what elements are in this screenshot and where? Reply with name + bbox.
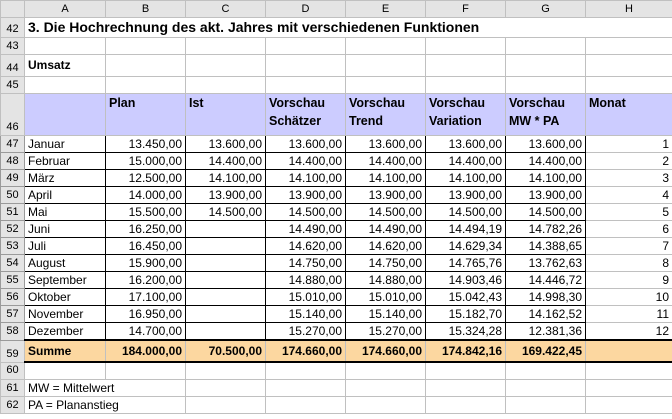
cell-trend[interactable]: 14.620,00 <box>346 238 426 255</box>
cell-schaetzer[interactable]: 15.140,00 <box>266 306 346 323</box>
cell-monat[interactable]: 9 <box>586 272 672 289</box>
cell-variation[interactable]: 13.600,00 <box>426 136 506 153</box>
column-header-e[interactable]: E <box>346 1 426 18</box>
cell-ist[interactable] <box>186 323 266 341</box>
row-header[interactable]: 62 <box>1 397 25 414</box>
cell-mw-pa[interactable]: 14.998,30 <box>506 289 586 306</box>
note-row <box>1 380 672 397</box>
cell[interactable] <box>506 397 586 414</box>
cell-monat[interactable]: 4 <box>586 187 672 204</box>
cell[interactable] <box>106 38 186 55</box>
column-header-c[interactable]: C <box>186 1 266 18</box>
summe-label[interactable]: Summe <box>25 340 106 362</box>
cell-month[interactable]: Juni <box>25 221 106 238</box>
cell[interactable] <box>106 77 186 94</box>
cell-monat[interactable]: 12 <box>586 323 672 341</box>
cell-plan[interactable]: 15.900,00 <box>106 255 186 272</box>
cell-ist[interactable] <box>186 272 266 289</box>
data-rows <box>1 136 672 341</box>
header-ist[interactable]: Ist <box>186 94 266 136</box>
cell-plan[interactable]: 16.200,00 <box>106 272 186 289</box>
header-vorschau-variation[interactable] <box>426 94 506 136</box>
cell-monat[interactable]: 10 <box>586 289 672 306</box>
note-row <box>1 397 672 414</box>
header-vorschau-schaetzer[interactable] <box>266 94 346 136</box>
summe-monat-cell[interactable] <box>586 340 672 362</box>
cell-variation[interactable]: 13.900,00 <box>426 187 506 204</box>
blank-row <box>1 77 672 94</box>
table-row <box>1 153 672 170</box>
summe-ist[interactable]: 70.500,00 <box>186 340 266 362</box>
cell-month[interactable]: März <box>25 170 106 187</box>
cell-variation[interactable]: 15.324,28 <box>426 323 506 341</box>
cell-ist[interactable]: 13.600,00 <box>186 136 266 153</box>
cell-schaetzer[interactable]: 14.500,00 <box>266 204 346 221</box>
cell[interactable] <box>506 380 586 397</box>
cell-trend[interactable]: 15.010,00 <box>346 289 426 306</box>
cell-month[interactable]: Juli <box>25 238 106 255</box>
cell-trend[interactable]: 14.880,00 <box>346 272 426 289</box>
cell-schaetzer[interactable]: 14.400,00 <box>266 153 346 170</box>
cell-monat[interactable]: 5 <box>586 204 672 221</box>
summe-trend[interactable]: 174.660,00 <box>346 340 426 362</box>
cell-monat[interactable]: 2 <box>586 153 672 170</box>
cell-schaetzer[interactable]: 15.010,00 <box>266 289 346 306</box>
cell[interactable] <box>186 380 266 397</box>
row-header[interactable]: 57 <box>1 306 25 323</box>
cell-schaetzer[interactable]: 14.750,00 <box>266 255 346 272</box>
cell[interactable] <box>426 77 506 94</box>
cell[interactable] <box>346 362 426 380</box>
cell-plan[interactable]: 17.100,00 <box>106 289 186 306</box>
table-header-row <box>1 94 672 136</box>
cell-plan[interactable]: 14.700,00 <box>106 323 186 341</box>
blank-row <box>1 38 672 55</box>
column-header-h[interactable]: H <box>586 1 672 18</box>
cell[interactable] <box>266 397 346 414</box>
header-line: Vorschau <box>429 96 486 110</box>
cell-month[interactable]: Oktober <box>25 289 106 306</box>
cell-monat[interactable]: 11 <box>586 306 672 323</box>
cell-trend[interactable]: 14.750,00 <box>346 255 426 272</box>
table-row <box>1 272 672 289</box>
cell-mw-pa[interactable]: 14.400,00 <box>506 153 586 170</box>
cell-mw-pa[interactable]: 13.762,63 <box>506 255 586 272</box>
row-header[interactable]: 52 <box>1 221 25 238</box>
table-row <box>1 323 672 341</box>
header-cell-month[interactable] <box>25 94 106 136</box>
cell-trend[interactable]: 15.270,00 <box>346 323 426 341</box>
cell-plan[interactable]: 15.000,00 <box>106 153 186 170</box>
cell-schaetzer[interactable]: 15.270,00 <box>266 323 346 341</box>
column-header-d[interactable]: D <box>266 1 346 18</box>
cell[interactable] <box>506 55 586 77</box>
cell[interactable] <box>426 397 506 414</box>
cell-trend[interactable]: 14.490,00 <box>346 221 426 238</box>
cell[interactable] <box>426 380 506 397</box>
cell[interactable] <box>266 55 346 77</box>
cell-trend[interactable]: 13.900,00 <box>346 187 426 204</box>
cell-variation[interactable]: 15.042,43 <box>426 289 506 306</box>
cell[interactable] <box>346 380 426 397</box>
cell[interactable] <box>426 55 506 77</box>
cell-mw-pa[interactable]: 14.782,26 <box>506 221 586 238</box>
row-header[interactable]: 47 <box>1 136 25 153</box>
table-row <box>1 255 672 272</box>
cell-variation[interactable]: 14.500,00 <box>426 204 506 221</box>
cell[interactable] <box>186 38 266 55</box>
cell-mw-pa[interactable]: 14.446,72 <box>506 272 586 289</box>
row-header[interactable]: 49 <box>1 170 25 187</box>
cell[interactable] <box>346 77 426 94</box>
cell[interactable] <box>506 38 586 55</box>
cell[interactable] <box>586 77 672 94</box>
umsatz-row <box>1 55 672 77</box>
cell[interactable] <box>25 38 106 55</box>
cell-mw-pa[interactable]: 14.162,52 <box>506 306 586 323</box>
cell-plan[interactable]: 15.500,00 <box>106 204 186 221</box>
cell-plan[interactable]: 13.450,00 <box>106 136 186 153</box>
cell-variation[interactable]: 14.400,00 <box>426 153 506 170</box>
column-header-a[interactable]: A <box>25 1 106 18</box>
row-header[interactable]: 61 <box>1 380 25 397</box>
cell-variation[interactable]: 14.494,19 <box>426 221 506 238</box>
header-vorschau-mw-pa[interactable] <box>506 94 586 136</box>
cell[interactable] <box>586 380 672 397</box>
column-header-b[interactable]: B <box>106 1 186 18</box>
row-header[interactable]: 53 <box>1 238 25 255</box>
cell-monat[interactable]: 3 <box>586 170 672 187</box>
cell[interactable] <box>266 380 346 397</box>
cell-schaetzer[interactable]: 13.600,00 <box>266 136 346 153</box>
summe-row <box>1 340 672 362</box>
cell-plan[interactable]: 16.450,00 <box>106 238 186 255</box>
header-line: Schätzer <box>269 114 322 128</box>
summe-mw-pa[interactable]: 169.422,45 <box>506 340 586 362</box>
row-header[interactable]: 46 <box>1 94 25 136</box>
cell-ist[interactable] <box>186 255 266 272</box>
cell[interactable] <box>266 77 346 94</box>
cell[interactable] <box>186 397 266 414</box>
cell-mw-pa[interactable]: 13.900,00 <box>506 187 586 204</box>
cell-mw-pa[interactable]: 14.100,00 <box>506 170 586 187</box>
table-row <box>1 170 672 187</box>
summe-schaetzer[interactable]: 174.660,00 <box>266 340 346 362</box>
row-header[interactable]: 44 <box>1 55 25 77</box>
cell-ist[interactable] <box>186 289 266 306</box>
row-header[interactable]: 60 <box>1 362 25 380</box>
cell[interactable] <box>106 362 186 380</box>
cell-schaetzer[interactable]: 14.490,00 <box>266 221 346 238</box>
cell-variation[interactable]: 14.629,34 <box>426 238 506 255</box>
cell-ist[interactable]: 13.900,00 <box>186 187 266 204</box>
cell-trend[interactable]: 14.400,00 <box>346 153 426 170</box>
cell-ist[interactable]: 14.500,00 <box>186 204 266 221</box>
header-line: MW * PA <box>509 114 560 128</box>
row-header[interactable]: 55 <box>1 272 25 289</box>
cell-month[interactable]: August <box>25 255 106 272</box>
cell-mw-pa[interactable]: 12.381,36 <box>506 323 586 341</box>
cell[interactable] <box>346 55 426 77</box>
cell[interactable] <box>186 362 266 380</box>
cell-plan[interactable]: 16.250,00 <box>106 221 186 238</box>
row-header[interactable]: 48 <box>1 153 25 170</box>
cell-monat[interactable]: 1 <box>586 136 672 153</box>
cell-trend[interactable]: 14.100,00 <box>346 170 426 187</box>
table-row <box>1 306 672 323</box>
header-monat[interactable]: Monat <box>586 94 672 136</box>
header-vorschau-trend[interactable] <box>346 94 426 136</box>
table-row <box>1 204 672 221</box>
cell-ist[interactable] <box>186 238 266 255</box>
header-line: Vorschau <box>349 96 406 110</box>
cell[interactable] <box>586 362 672 380</box>
summe-variation[interactable]: 174.842,16 <box>426 340 506 362</box>
cell[interactable] <box>586 38 672 55</box>
cell[interactable] <box>186 77 266 94</box>
cell-schaetzer[interactable]: 13.900,00 <box>266 187 346 204</box>
cell-month[interactable]: Januar <box>25 136 106 153</box>
cell-trend[interactable]: 13.600,00 <box>346 136 426 153</box>
cell-plan[interactable]: 14.000,00 <box>106 187 186 204</box>
cell-month[interactable]: November <box>25 306 106 323</box>
cell-ist[interactable] <box>186 221 266 238</box>
cell-month[interactable]: April <box>25 187 106 204</box>
cell-ist[interactable] <box>186 306 266 323</box>
cell-schaetzer[interactable]: 14.620,00 <box>266 238 346 255</box>
title-row <box>1 18 672 38</box>
cell-variation[interactable]: 14.903,46 <box>426 272 506 289</box>
cell-variation[interactable]: 14.100,00 <box>426 170 506 187</box>
cell[interactable] <box>106 55 186 77</box>
header-line: Vorschau <box>269 96 326 110</box>
cell[interactable] <box>346 38 426 55</box>
table-row <box>1 136 672 153</box>
cell-monat[interactable]: 8 <box>586 255 672 272</box>
row-header[interactable]: 51 <box>1 204 25 221</box>
header-plan[interactable]: Plan <box>106 94 186 136</box>
summe-plan[interactable]: 184.000,00 <box>106 340 186 362</box>
column-header-f[interactable]: F <box>426 1 506 18</box>
cell[interactable] <box>186 55 266 77</box>
row-header[interactable]: 56 <box>1 289 25 306</box>
select-all-corner[interactable] <box>1 1 25 18</box>
row-header[interactable]: 42 <box>1 18 25 38</box>
blank-row <box>1 362 672 380</box>
cell[interactable] <box>586 55 672 77</box>
note-mw[interactable]: MW = Mittelwert <box>25 380 186 397</box>
cell-month[interactable]: September <box>25 272 106 289</box>
cell[interactable] <box>266 38 346 55</box>
cell[interactable] <box>266 362 346 380</box>
cell[interactable] <box>586 397 672 414</box>
table-row <box>1 187 672 204</box>
row-header[interactable]: 45 <box>1 77 25 94</box>
column-header-g[interactable]: G <box>506 1 586 18</box>
cell-variation[interactable]: 14.765,76 <box>426 255 506 272</box>
cell-monat[interactable]: 7 <box>586 238 672 255</box>
cell[interactable] <box>25 362 106 380</box>
cell-mw-pa[interactable]: 14.388,65 <box>506 238 586 255</box>
row-header[interactable]: 54 <box>1 255 25 272</box>
cell-monat[interactable]: 6 <box>586 221 672 238</box>
cell-ist[interactable]: 14.100,00 <box>186 170 266 187</box>
cell[interactable] <box>426 38 506 55</box>
cell-mw-pa[interactable]: 13.600,00 <box>506 136 586 153</box>
row-header[interactable]: 50 <box>1 187 25 204</box>
column-header-row <box>1 1 672 18</box>
table-row <box>1 221 672 238</box>
cell-trend[interactable]: 14.500,00 <box>346 204 426 221</box>
umsatz-label[interactable]: Umsatz <box>25 55 106 77</box>
header-line: Variation <box>429 114 482 128</box>
cell-schaetzer[interactable]: 14.880,00 <box>266 272 346 289</box>
cell[interactable] <box>346 397 426 414</box>
header-line: Vorschau <box>509 96 566 110</box>
row-header[interactable]: 59 <box>1 340 25 362</box>
cell[interactable] <box>506 362 586 380</box>
cell-trend[interactable]: 15.140,00 <box>346 306 426 323</box>
table-row <box>1 238 672 255</box>
note-pa[interactable]: PA = Plananstieg <box>25 397 186 414</box>
cell[interactable] <box>25 77 106 94</box>
cell[interactable] <box>426 362 506 380</box>
cell-month[interactable]: Mai <box>25 204 106 221</box>
cell[interactable] <box>506 77 586 94</box>
cell-mw-pa[interactable]: 14.500,00 <box>506 204 586 221</box>
header-line: Trend <box>349 114 384 128</box>
table-row <box>1 289 672 306</box>
row-header[interactable]: 43 <box>1 38 25 55</box>
row-header[interactable]: 58 <box>1 323 25 341</box>
cell-month[interactable]: Dezember <box>25 323 106 341</box>
cell-month[interactable]: Februar <box>25 153 106 170</box>
cell-plan[interactable]: 16.950,00 <box>106 306 186 323</box>
cell-schaetzer[interactable]: 14.100,00 <box>266 170 346 187</box>
cell-plan[interactable]: 12.500,00 <box>106 170 186 187</box>
sheet-title[interactable]: 3. Die Hochrechnung des akt. Jahres mit verschiedenen Funktionen <box>25 18 672 38</box>
cell-ist[interactable]: 14.400,00 <box>186 153 266 170</box>
cell-variation[interactable]: 15.182,70 <box>426 306 506 323</box>
